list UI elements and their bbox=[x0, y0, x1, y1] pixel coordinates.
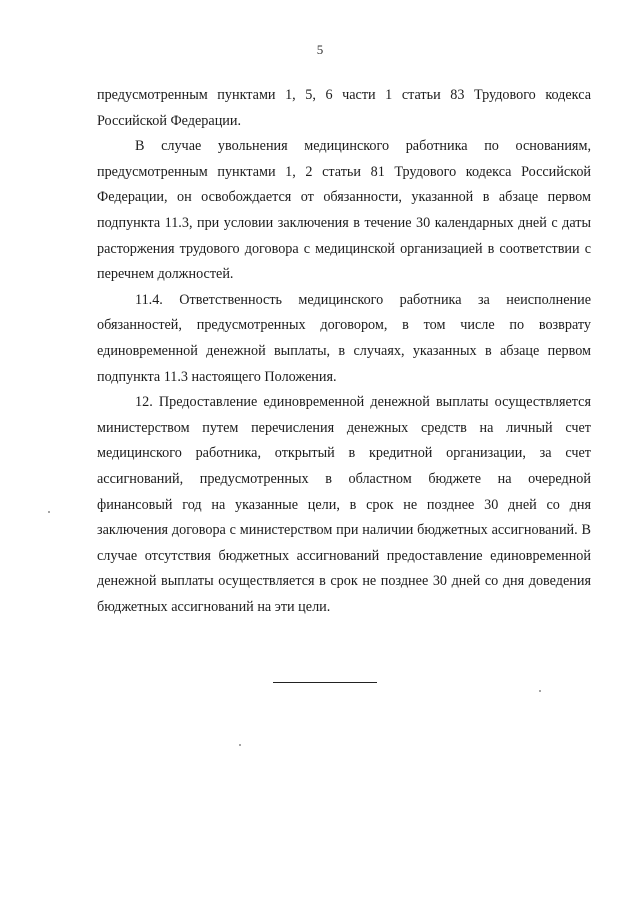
paragraph-11-4: 11.4. Ответственность медицинского работника за неисполнение обязанностей, предусмотренных договором, в том числе по возврату единовременной денежной выплаты, в случаях, указанных в абзаце первом подпункта 11.3 настоящего Положения. bbox=[97, 291, 591, 385]
paragraph-12: 12. Предоставление единовременной денежной выплаты осуществляется министерством путем перечисления денежных средств на личный счет медицинского работника, открытый в кредитной организации, за счет ассигнований, предусмотренных в областном бюджете на очередной финансовый год на указанные цели, в срок не позднее 30 дней со дня заключения договора с министерством при наличии бюджетных ассигнований. В случае отсутствия бюджетных ассигнований предоставление единовременной денежной выплаты осуществляется в срок не позднее 30 дней со дня доведения бюджетных ассигнований на эти цели. bbox=[97, 394, 591, 615]
page-number: 5 bbox=[316, 42, 324, 57]
scan-speck bbox=[48, 511, 50, 513]
document-body bbox=[97, 83, 591, 620]
scan-speck bbox=[239, 744, 241, 746]
paragraph-dismissal-case: В случае увольнения медицинского работника по основаниям, предусмотренным пунктами 1, 2 статьи 81 Трудового кодекса Российской Федерации, он освобождается от обязанности, указанной в абзаце первом подпункта 11.3, при условии заключения в течение 30 календарных дней с даты расторжения трудового договора с медицинской организацией в соответствии с перечнем должностей. bbox=[97, 138, 591, 283]
paragraph-continuation: предусмотренным пунктами 1, 5, 6 части 1 статьи 83 Трудового кодекса Российской Федерации. bbox=[97, 87, 591, 129]
end-of-text-rule bbox=[273, 682, 377, 683]
scan-speck bbox=[539, 690, 541, 692]
